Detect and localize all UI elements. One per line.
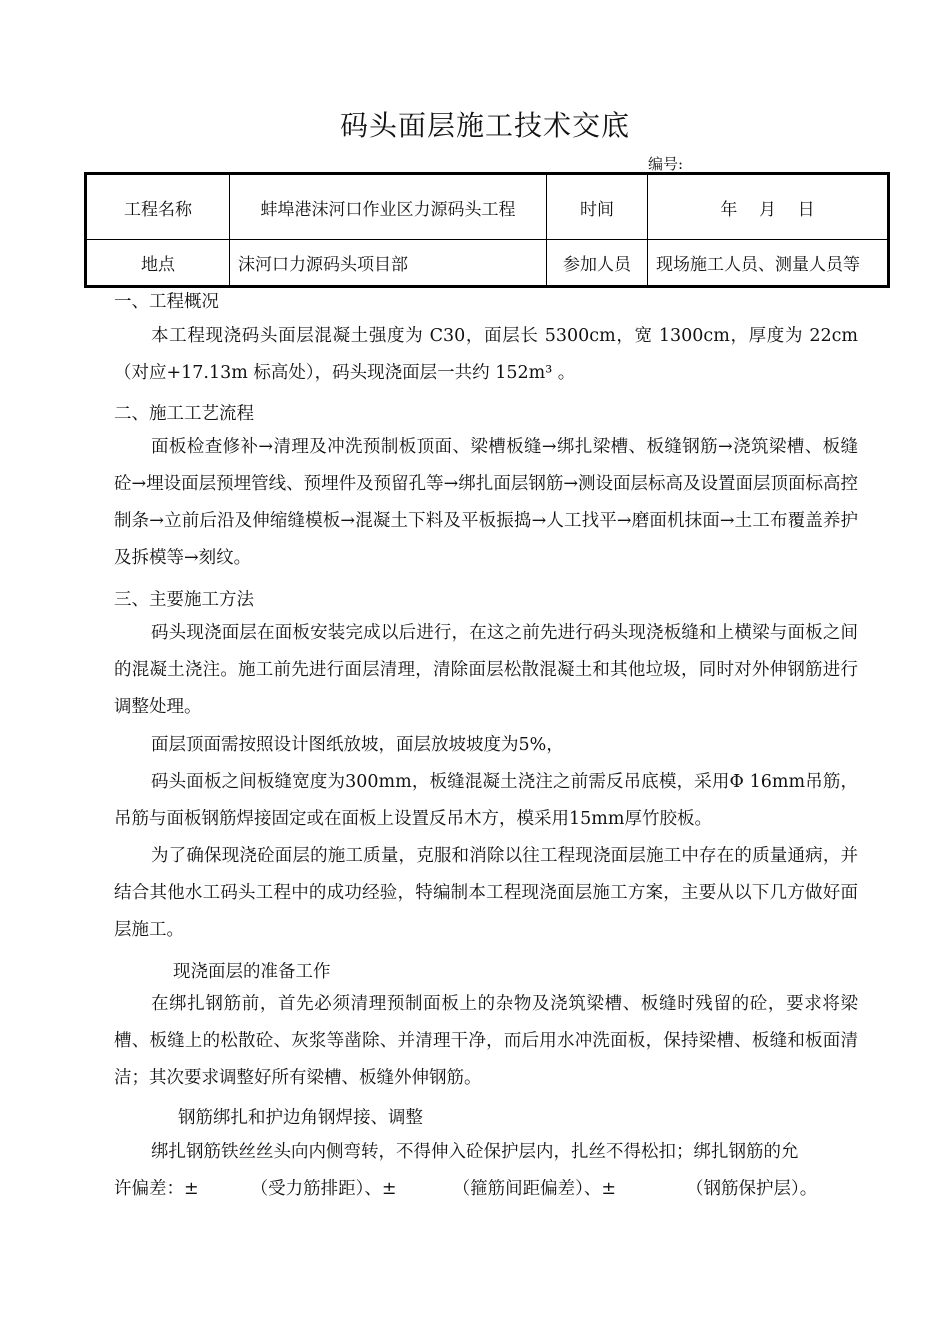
subsection1-heading: 现浇面层的准备工作 — [173, 962, 331, 982]
tolerance-stirrup-spacing: （箍筋间距偏差）、± — [452, 1179, 617, 1199]
section1-heading: 一、工程概况 — [114, 292, 219, 312]
location-label: 地点 — [86, 240, 230, 287]
section2-text: 面板检查修补→清理及冲洗预制板顶面、梁槽板缝→绑扎梁槽、板缝钢筋→浇筑梁槽、板缝砼→埋设面层预埋管线、预埋件及预留孔等→绑扎面层钢筋→测设面层标高及设置面层顶面标高控制条→立前后沿及伸缩缝模板→混凝土下料及平板振捣→人工找平→磨面机抹面→土工布覆盖养护及拆模等→刻纹。 — [114, 437, 858, 568]
subsection2-line-2 — [114, 1171, 858, 1208]
time-value: 年 月 日 — [648, 174, 889, 240]
page-title: 码头面层施工技术交底 — [339, 109, 630, 142]
section1-text: 本工程现浇码头面层混凝土强度为 C30，面层长 5300cm，宽 1300cm，厚度为 22cm（对应+17.13m 标高处），码头现浇面层一共约 152m³ 。 — [114, 326, 858, 383]
tolerance-label: 许偏差：± — [114, 1179, 199, 1199]
section3-paragraph-3: 码头面板之间板缝宽度为300mm，板缝混凝土浇注之前需反吊底模，采用Φ 16mm吊筋，吊筋与面板钢筋焊接固定或在面板上设置反吊木方，模采用15mm厚竹胶板。 — [114, 772, 858, 829]
subsection2-heading: 钢筋绑扎和护边角钢焊接、调整 — [178, 1108, 423, 1128]
section2-heading: 二、施工工艺流程 — [114, 404, 254, 424]
subsection1-text: 在绑扎钢筋前，首先必须清理预制面板上的杂物及浇筑梁槽、板缝时残留的砼，要求将梁槽、板缝上的松散砼、灰浆等凿除、并清理干净，而后用水冲洗面板，保持梁槽、板缝和板面清洁；其次要求调整好所有梁槽、板缝外伸钢筋。 — [114, 994, 858, 1088]
subsection2-line-1: 绑扎钢筋铁丝丝头向内侧弯转，不得伸入砼保护层内，扎丝不得松扣；绑扎钢筋的允 — [151, 1142, 799, 1162]
section3-heading: 三、主要施工方法 — [114, 590, 254, 610]
section3-paragraph-1: 码头现浇面层在面板安装完成以后进行，在这之前先进行码头现浇板缝和上横梁与面板之间的混凝土浇注。施工前先进行面层清理，清除面层松散混凝土和其他垃圾，同时对外伸钢筋进行调整处理。 — [114, 623, 858, 717]
location-value: 沫河口力源码头项目部 — [230, 240, 547, 287]
section3-paragraph-2: 面层顶面需按照设计图纸放坡，面层放坡坡度为5%， — [151, 735, 564, 755]
section3-paragraph-4: 为了确保现浇砼面层的施工质量，克服和消除以往工程现浇面层施工中存在的质量通病，并结合其他水工码头工程中的成功经验，特编制本工程现浇面层施工方案，主要从以下几方做好面层施工。 — [114, 846, 858, 940]
tolerance-cover: （钢筋保护层）。 — [686, 1179, 818, 1199]
info-table — [84, 172, 890, 288]
project-name-value: 蚌埠港沫河口作业区力源码头工程 — [230, 174, 547, 240]
tolerance-main-bar-spacing: （受力筋排距）、± — [250, 1179, 397, 1199]
doc-number-label: 编号: — [648, 155, 684, 173]
participants-label: 参加人员 — [547, 240, 648, 287]
participants-value: 现场施工人员、测量人员等 — [648, 240, 889, 287]
time-label: 时间 — [547, 174, 648, 240]
project-name-label: 工程名称 — [86, 174, 230, 240]
